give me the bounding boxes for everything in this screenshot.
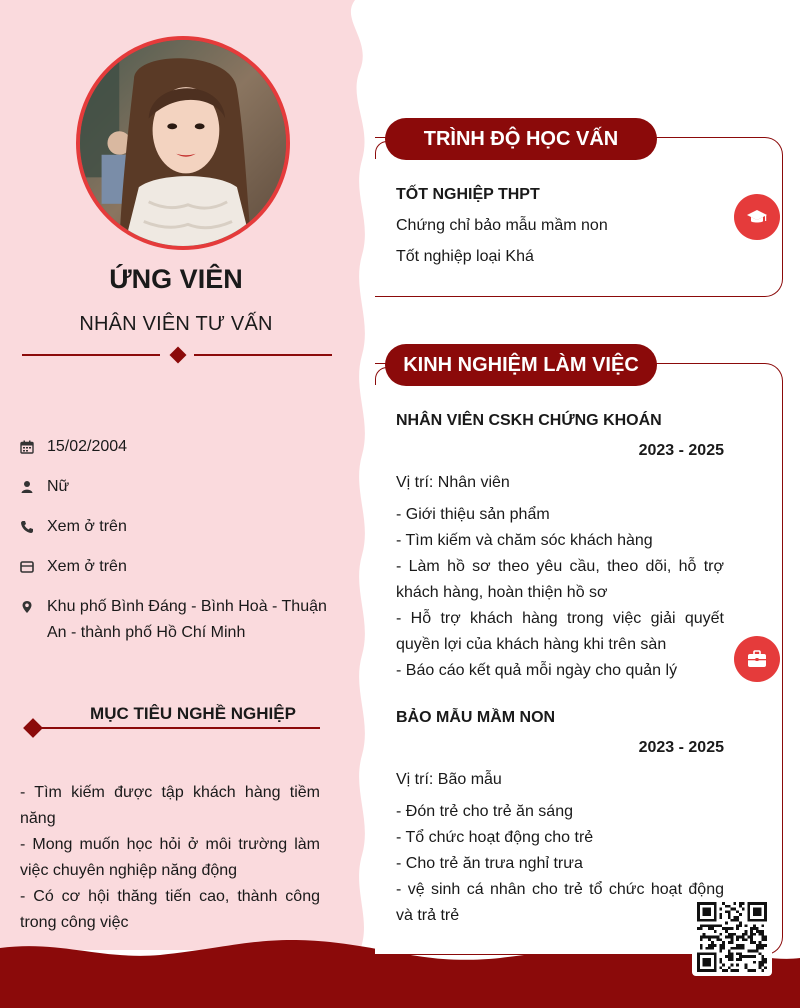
job-position: Vị trí: Bão mẫu	[396, 771, 502, 788]
education-content	[396, 184, 726, 268]
job-tasks	[396, 799, 724, 929]
avatar	[76, 36, 290, 250]
info-email	[20, 554, 127, 580]
experience-content	[396, 410, 724, 929]
graduation-cap-icon	[734, 194, 780, 240]
info-gender	[20, 474, 69, 500]
info-address	[20, 594, 340, 646]
job-date: 2023 - 2025	[638, 442, 724, 459]
job-date: 2023 - 2025	[638, 739, 724, 756]
name-divider	[22, 346, 332, 364]
location-pin-icon	[20, 594, 47, 620]
education-degree: TỐT NGHIỆP THPT	[396, 186, 540, 203]
briefcase-icon	[734, 636, 780, 682]
info-birthdate	[20, 434, 127, 460]
address-value: Khu phố Bình Đáng - Bình Hoà - Thuận An - thành phố Hồ Chí Minh	[47, 598, 327, 641]
job-task: - vệ sinh cá nhân cho trẻ tổ chức hoạt động và trả trẻ	[396, 881, 724, 924]
education-line: Tốt nghiệp loại Khá	[396, 248, 534, 265]
avatar-photo	[80, 40, 286, 246]
candidate-role: NHÂN VIÊN TƯ VẤN	[79, 313, 273, 335]
job-position: Vị trí: Nhân viên	[396, 474, 510, 491]
calendar-icon	[20, 434, 47, 460]
qr-code-graphic	[696, 902, 768, 972]
job-task: - Giới thiệu sản phẩm	[396, 506, 550, 523]
job-task: - Làm hồ sơ theo yêu cầu, theo dõi, hỗ trợ khách hàng, hoàn thiện hồ sơ	[396, 558, 724, 601]
objective-line	[40, 727, 320, 729]
objective-list	[20, 780, 320, 936]
job-task: - Báo cáo kết quả mỗi ngày cho quản lý	[396, 662, 678, 679]
birthdate-value: 15/02/2004	[47, 438, 128, 455]
candidate-name: ỨNG VIÊN	[109, 264, 243, 294]
job-task: - Hỗ trợ khách hàng trong việc giải quyết quyền lợi của khách hàng khi trên sàn	[396, 610, 724, 653]
job-tasks	[396, 502, 724, 684]
job-entry	[396, 410, 724, 684]
objective-item: - Mong muốn học hỏi ở môi trường làm việc chuyên nghiệp năng động	[20, 836, 320, 879]
info-phone	[20, 514, 127, 540]
job-task: - Tìm kiếm và chăm sóc khách hàng	[396, 532, 653, 549]
education-title: TRÌNH ĐỘ HỌC VẤN	[385, 118, 657, 160]
job-task: - Tổ chức hoạt động cho trẻ	[396, 829, 594, 846]
job-task: - Cho trẻ ăn trưa nghỉ trưa	[396, 855, 583, 872]
job-task: - Đón trẻ cho trẻ ăn sáng	[396, 803, 573, 820]
email-icon	[20, 554, 47, 580]
job-entry	[396, 707, 724, 929]
experience-title: KINH NGHIỆM LÀM VIỆC	[385, 344, 657, 386]
job-title: NHÂN VIÊN CSKH CHỨNG KHOÁN	[396, 412, 662, 429]
job-title: BẢO MẪU MẦM NON	[396, 709, 556, 726]
phone-icon	[20, 514, 47, 540]
objective-header	[22, 704, 322, 740]
objective-title: MỤC TIÊU NGHỀ NGHIỆP	[90, 704, 296, 723]
education-line: Chứng chỉ bảo mẫu mầm non	[396, 217, 608, 234]
objective-item: - Có cơ hội thăng tiến cao, thành công trong công việc	[20, 888, 320, 931]
person-icon	[20, 474, 47, 500]
email-value: Xem ở trên	[47, 558, 127, 575]
phone-value: Xem ở trên	[47, 518, 127, 535]
qr-code	[692, 898, 772, 976]
gender-value: Nữ	[47, 478, 70, 495]
objective-item: - Tìm kiếm được tập khách hàng tiềm năng	[20, 784, 320, 827]
